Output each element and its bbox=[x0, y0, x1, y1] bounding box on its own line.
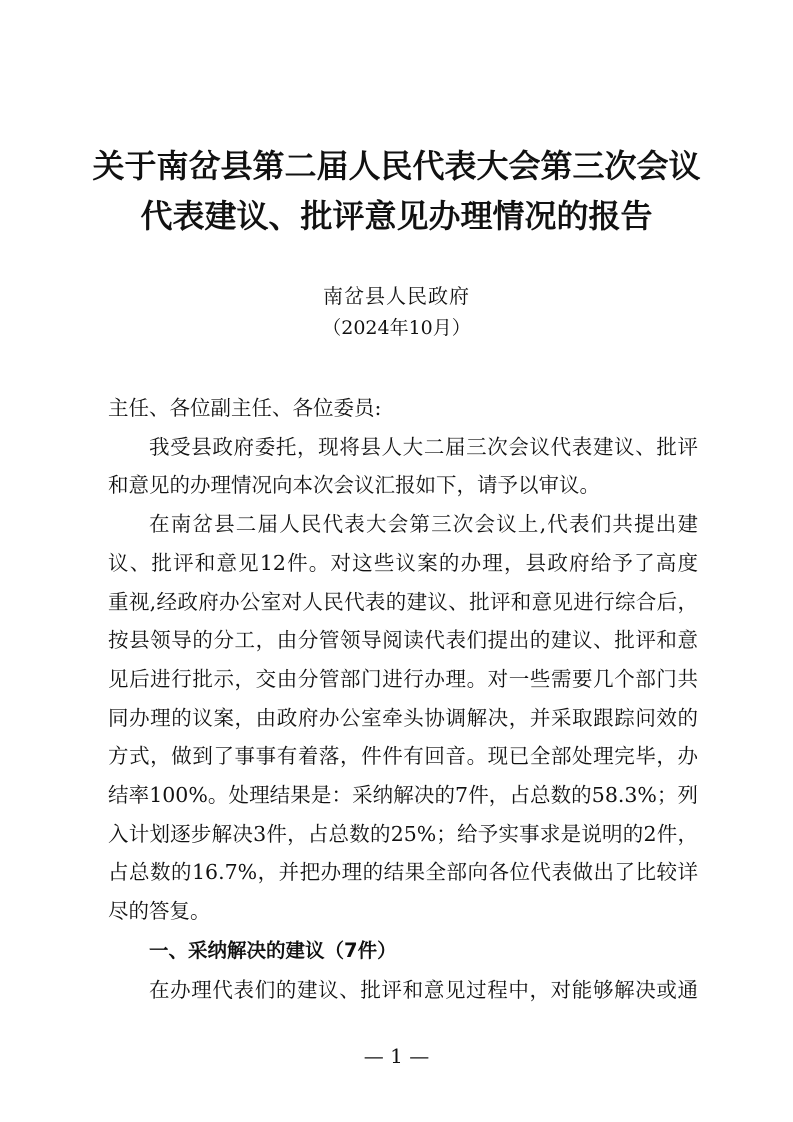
paragraph-2-line: 在南岔县二届人民代表大会第三次会议上,代表们共提出建 bbox=[149, 512, 698, 537]
paragraph-2-line: 按县领导的分工，由分管领导阅读代表们提出的建议、批评和意 bbox=[108, 628, 698, 653]
paragraph-1 bbox=[108, 428, 698, 505]
paragraph-2-line: 方式，做到了事事有着落，件件有回音。现已全部处理完毕，办 bbox=[108, 744, 698, 769]
paragraph-2-line: 入计划逐步解决3件，占总数的25%；给予实事求是说明的2件， bbox=[108, 821, 698, 846]
document-title-line-1: 关于南岔县第二届人民代表大会第三次会议 bbox=[92, 147, 701, 185]
paragraph-3 bbox=[108, 971, 698, 1010]
paragraph-1-line: 和意见的办理情况向本次会议汇报如下，请予以审议。 bbox=[108, 473, 600, 498]
page-number: — 1 — bbox=[363, 1044, 430, 1068]
document-date: （2024年10月） bbox=[322, 317, 471, 339]
paragraph-2-line: 结率100%。处理结果是：采纳解决的7件，占总数的58.3%；列 bbox=[108, 783, 698, 808]
paragraph-2 bbox=[108, 505, 698, 931]
paragraph-1-line: 我受县政府委托，现将县人大二届三次会议代表建议、批评 bbox=[149, 434, 698, 459]
section-heading bbox=[108, 931, 698, 971]
salutation-text: 主任、各位副主任、各位委员: bbox=[108, 396, 382, 420]
document-author: 南岔县人民政府 bbox=[323, 284, 470, 308]
paragraph-2-line: 同办理的议案，由政府办公室牵头协调解决，并采取跟踪问效的 bbox=[108, 705, 698, 730]
paragraph-3-line: 在办理代表们的建议、批评和意见过程中，对能够解决或通 bbox=[149, 977, 698, 1002]
section-heading-text: 一、采纳解决的建议（7件） bbox=[149, 938, 397, 962]
document-title-line-2: 代表建议、批评意见办理情况的报告 bbox=[140, 197, 653, 235]
document-body bbox=[108, 389, 698, 1009]
salutation bbox=[108, 389, 698, 428]
paragraph-2-line: 尽的答复。 bbox=[108, 899, 211, 924]
paragraph-2-line: 议、批评和意见12件。对这些议案的办理，县政府给予了高度 bbox=[108, 550, 698, 575]
paragraph-2-line: 占总数的16.7%，并把办理的结果全部向各位代表做出了比较详 bbox=[108, 860, 698, 885]
paragraph-2-line: 见后进行批示，交由分管部门进行办理。对一些需要几个部门共 bbox=[108, 666, 698, 691]
paragraph-2-line: 重视,经政府办公室对人民代表的建议、批评和意见进行综合后， bbox=[108, 589, 698, 614]
